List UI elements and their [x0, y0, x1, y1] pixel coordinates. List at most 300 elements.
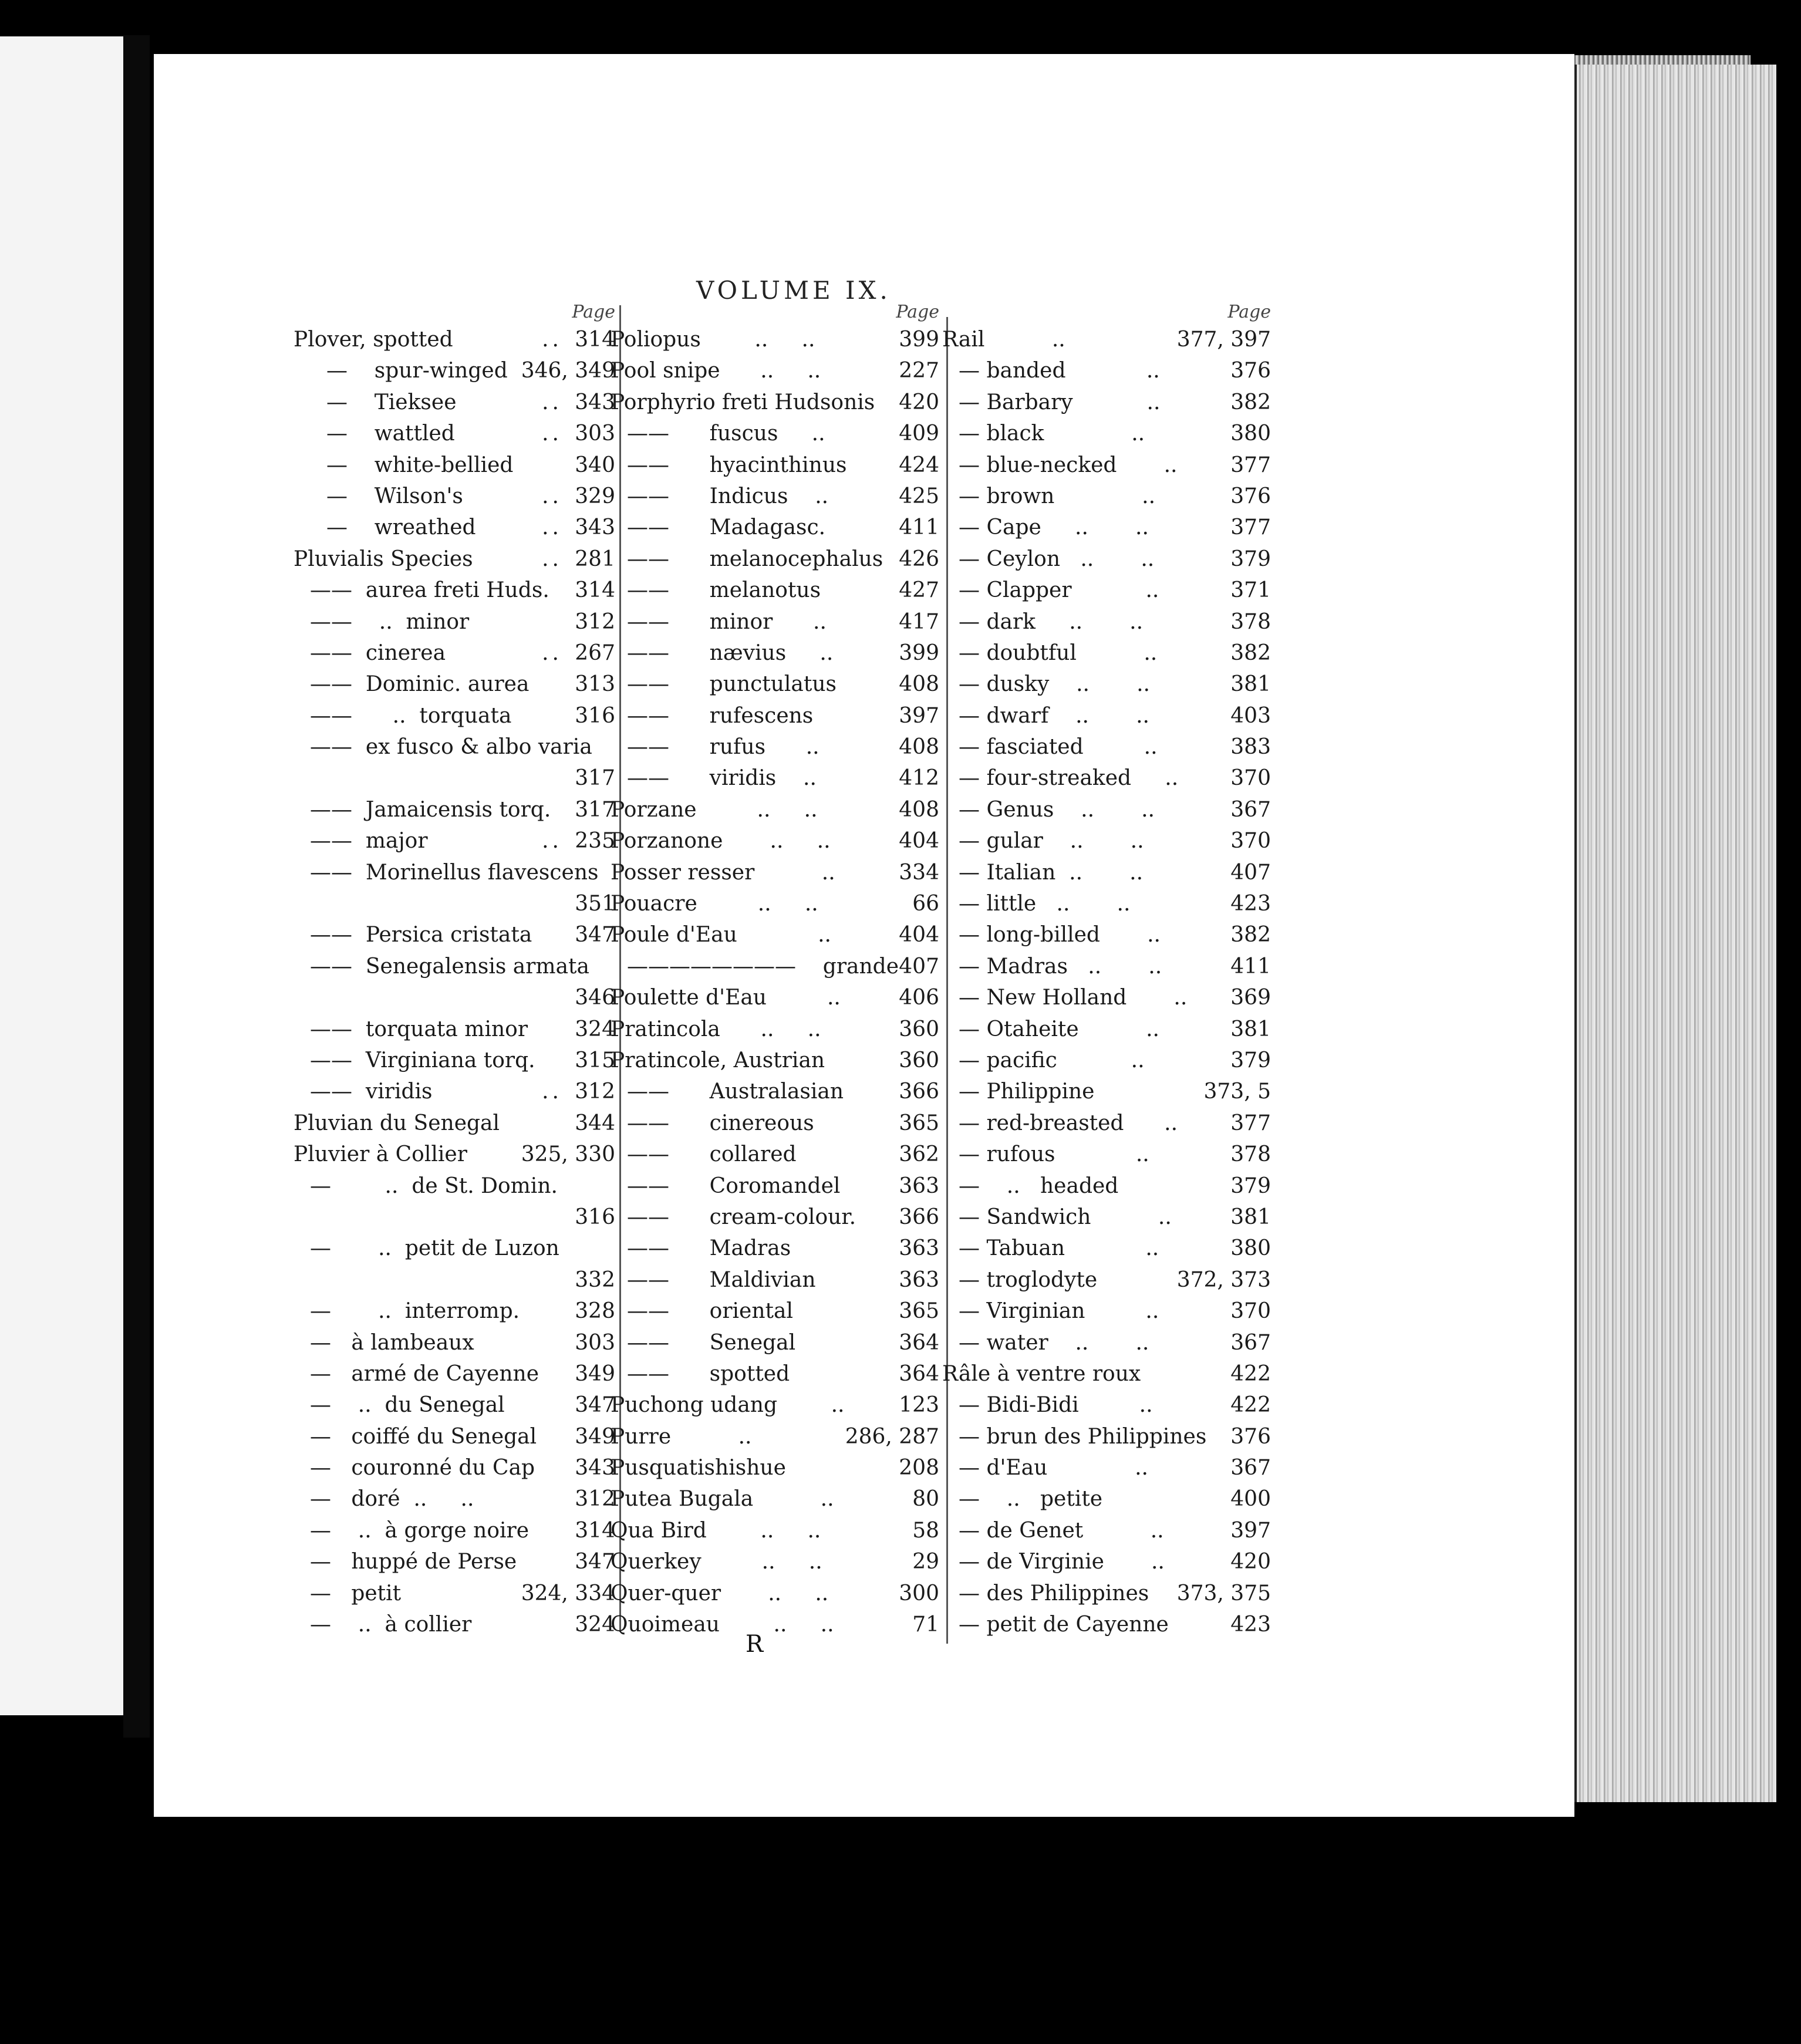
- index-entry: [294, 1108, 615, 1139]
- entry-term: — .. du Senegal: [310, 1393, 505, 1418]
- entry-term: — d'Eau ..: [959, 1456, 1148, 1480]
- entry-page-number: 340: [575, 453, 615, 477]
- entry-page-number: 377: [1230, 453, 1271, 477]
- index-entry: [942, 1264, 1271, 1296]
- entry-term: — .. headed: [959, 1173, 1119, 1198]
- entry-page-number: 346: [575, 986, 615, 1010]
- entry-page-number: 406: [899, 986, 939, 1010]
- index-entry: [942, 606, 1271, 638]
- index-entry: [942, 1076, 1271, 1107]
- index-entry: [942, 1296, 1271, 1327]
- entry-term: —— collared: [627, 1142, 797, 1167]
- index-entry: [611, 575, 939, 606]
- entry-page-number: 382: [1230, 390, 1271, 414]
- entry-page-number: 324: [575, 1017, 615, 1041]
- entry-page-number: 370: [1230, 766, 1271, 791]
- index-entry: [611, 1171, 939, 1202]
- entry-page-number: 367: [1230, 1456, 1271, 1480]
- book-gutter: [123, 35, 150, 1738]
- entry-term: —— viridis: [310, 1080, 433, 1104]
- index-entry: [611, 1202, 939, 1233]
- index-entry: [294, 1483, 615, 1515]
- entry-page-number: 324, 334: [521, 1581, 615, 1605]
- leader-dots: ..: [542, 1080, 562, 1104]
- index-entry: [611, 731, 939, 763]
- index-entry: [611, 512, 939, 543]
- index-entry: [942, 1515, 1271, 1546]
- entry-term: —— cinereous: [627, 1111, 814, 1135]
- entry-page-number: 303: [575, 421, 615, 446]
- entry-page-number: 379: [1230, 1048, 1271, 1072]
- entry-page-number: 328: [575, 1299, 615, 1324]
- entry-page-number: 422: [1230, 1393, 1271, 1418]
- entry-term: Porphyrio freti Hudsonis: [611, 390, 875, 414]
- index-entry: [942, 1233, 1271, 1264]
- index-entry: [294, 1609, 615, 1640]
- column-page-label: Page: [896, 302, 939, 322]
- entry-page-number: 267: [575, 640, 615, 665]
- entry-term: — Otaheite ..: [959, 1017, 1159, 1041]
- entry-term: — .. à collier: [310, 1613, 472, 1637]
- entry-page-number: 235: [575, 829, 615, 854]
- entry-page-number: 399: [899, 328, 939, 352]
- entry-page-number: 317: [575, 766, 615, 791]
- entry-term: —— Senegalensis armata: [310, 954, 589, 979]
- index-entry: [611, 1014, 939, 1045]
- entry-page-number: 376: [1230, 484, 1271, 508]
- index-entry: [294, 1358, 615, 1389]
- index-entry: [294, 606, 615, 638]
- index-entry: [294, 1202, 615, 1233]
- index-entry: [294, 418, 615, 449]
- entry-term: Pouacre .. ..: [611, 892, 818, 916]
- entry-page-number: 314: [575, 1518, 615, 1543]
- entry-term: Purre ..: [611, 1424, 752, 1449]
- index-entry: [942, 888, 1271, 919]
- entry-term: — huppé de Perse: [310, 1550, 517, 1574]
- entry-page-number: 349: [575, 1361, 615, 1386]
- entry-page-number: 397: [899, 703, 939, 728]
- index-entry: [294, 1076, 615, 1107]
- entry-page-number: 376: [1230, 1424, 1271, 1449]
- index-entry: [294, 825, 615, 856]
- entry-page-number: 379: [1230, 547, 1271, 571]
- entry-term: —— melanotus: [627, 578, 821, 603]
- index-entry: [294, 1515, 615, 1546]
- index-entry: [294, 1389, 615, 1421]
- entry-term: —— Madagasc.: [627, 515, 826, 540]
- entry-term: —— cinerea: [310, 640, 446, 665]
- entry-term: — black ..: [959, 421, 1145, 446]
- index-entry: [942, 1202, 1271, 1233]
- entry-page-number: 343: [575, 515, 615, 540]
- index-entry: [942, 857, 1271, 888]
- entry-term: —— Australasian: [627, 1080, 844, 1104]
- leader-dots: ..: [542, 484, 562, 508]
- entry-term: — petit de Cayenne: [959, 1613, 1169, 1637]
- entry-page-number: 382: [1230, 923, 1271, 947]
- index-entry: [942, 825, 1271, 856]
- index-entry: [294, 1264, 615, 1296]
- index-entry: [611, 1609, 939, 1640]
- index-entry: [294, 1045, 615, 1076]
- entry-term: — Philippine: [959, 1080, 1095, 1104]
- entry-page-number: 408: [899, 797, 939, 822]
- index-entry: [294, 544, 615, 575]
- entry-term: —— Morinellus flavescens: [310, 860, 599, 885]
- entry-term: — fasciated ..: [959, 735, 1158, 760]
- index-entry: [611, 888, 939, 919]
- entry-page-number: 425: [899, 484, 939, 508]
- index-entry: [294, 1014, 615, 1045]
- index-entry: [294, 857, 615, 888]
- index-entry: [611, 1327, 939, 1358]
- entry-term: — wreathed: [326, 515, 476, 540]
- entry-page-number: 80: [912, 1487, 939, 1512]
- entry-term: — Ceylon .. ..: [959, 547, 1155, 571]
- entry-term: — .. interromp.: [310, 1299, 520, 1324]
- entry-page-number: 366: [899, 1205, 939, 1229]
- entry-page-number: 378: [1230, 1142, 1271, 1167]
- entry-page-number: 377, 397: [1176, 328, 1271, 352]
- entry-page-number: 286, 287: [845, 1424, 939, 1449]
- index-entry: [942, 1358, 1271, 1389]
- index-entry: [611, 1452, 939, 1483]
- index-entry: [294, 481, 615, 512]
- entry-term: — coiffé du Senegal: [310, 1424, 537, 1449]
- entry-term: Porzane .. ..: [611, 797, 818, 822]
- entry-page-number: 344: [575, 1111, 615, 1135]
- entry-term: — pacific ..: [959, 1048, 1145, 1072]
- index-entry: [294, 575, 615, 606]
- index-entry: [294, 355, 615, 386]
- entry-term: —— rufus ..: [627, 735, 819, 760]
- entry-term: Querkey .. ..: [611, 1550, 822, 1574]
- index-entry: [611, 544, 939, 575]
- entry-page-number: 417: [899, 609, 939, 634]
- entry-page-number: 316: [575, 1205, 615, 1229]
- index-entry: [294, 700, 615, 731]
- index-entry: [611, 825, 939, 856]
- index-entry: [611, 857, 939, 888]
- entry-page-number: 347: [575, 1550, 615, 1574]
- index-entry: [294, 1546, 615, 1577]
- index-entry: [942, 1421, 1271, 1452]
- index-entry: [294, 731, 615, 763]
- entry-term: — Clapper ..: [959, 578, 1159, 603]
- entry-page-number: 227: [899, 359, 939, 383]
- entry-term: — Genus .. ..: [959, 797, 1155, 822]
- index-entry: [942, 919, 1271, 950]
- index-entry: [942, 1139, 1271, 1170]
- index-entry: [611, 1483, 939, 1515]
- index-entry: [611, 919, 939, 950]
- index-entry: [294, 1296, 615, 1327]
- entry-page-number: 380: [1230, 1236, 1271, 1261]
- index-entry: [294, 1578, 615, 1609]
- index-entry: [942, 450, 1271, 481]
- entry-page-number: 300: [899, 1581, 939, 1605]
- entry-page-number: 370: [1230, 1299, 1271, 1324]
- entry-term: —— spotted: [627, 1361, 790, 1386]
- entry-term: Plover, spotted: [294, 328, 453, 352]
- entry-page-number: 315: [575, 1048, 615, 1072]
- entry-term: —— minor ..: [627, 609, 827, 634]
- entry-term: — little .. ..: [959, 892, 1131, 916]
- index-entry: [294, 638, 615, 669]
- entry-term: — à lambeaux: [310, 1330, 474, 1355]
- entry-page-number: 400: [1230, 1487, 1271, 1512]
- entry-term: — wattled: [326, 421, 455, 446]
- entry-page-number: 349: [575, 1424, 615, 1449]
- leader-dots: ..: [542, 515, 562, 540]
- index-entry: [294, 387, 615, 418]
- entry-page-number: 424: [899, 453, 939, 477]
- entry-term: — armé de Cayenne: [310, 1361, 539, 1386]
- entry-term: — water .. ..: [959, 1330, 1149, 1355]
- entry-term: —— Jamaicensis torq.: [310, 797, 551, 822]
- index-entry: [942, 731, 1271, 763]
- index-rows: [611, 324, 939, 1640]
- entry-page-number: 369: [1230, 986, 1271, 1010]
- entry-term: —— Dominic. aurea: [310, 672, 529, 697]
- entry-page-number: 411: [1230, 954, 1271, 979]
- entry-page-number: 316: [575, 703, 615, 728]
- entry-page-number: 363: [899, 1173, 939, 1198]
- index-entry: [611, 1076, 939, 1107]
- index-entry: [611, 951, 939, 982]
- entry-term: —— oriental: [627, 1299, 793, 1324]
- entry-page-number: 377: [1230, 515, 1271, 540]
- index-entry: [611, 1515, 939, 1546]
- index-entry: [294, 794, 615, 825]
- entry-page-number: 332: [575, 1267, 615, 1292]
- entry-term: — white-bellied: [326, 453, 514, 477]
- entry-term: —— punctulatus: [627, 672, 837, 697]
- entry-term: — de Virginie ..: [959, 1550, 1165, 1574]
- entry-term: Râle à ventre roux: [942, 1361, 1141, 1386]
- entry-page-number: 399: [899, 640, 939, 665]
- index-entry: [611, 1546, 939, 1577]
- index-entry: [294, 1421, 615, 1452]
- entry-term: — gular .. ..: [959, 829, 1144, 854]
- entry-page-number: 373, 5: [1203, 1080, 1271, 1104]
- entry-term: — petit: [310, 1581, 402, 1605]
- entry-page-number: 367: [1230, 1330, 1271, 1355]
- index-rows: [294, 324, 615, 1640]
- entry-term: — four-streaked ..: [959, 766, 1179, 791]
- entry-term: Puchong udang ..: [611, 1393, 845, 1418]
- entry-term: —— rufescens: [627, 703, 814, 728]
- index-entry: [294, 1171, 615, 1202]
- index-entry: [942, 324, 1271, 355]
- entry-term: Pluvialis Species: [294, 547, 473, 571]
- index-entry: [611, 1389, 939, 1421]
- entry-term: —— Maldivian: [627, 1267, 816, 1292]
- index-entry: [942, 638, 1271, 669]
- entry-term: Pluvier à Collier: [294, 1142, 467, 1167]
- running-head: VOLUME IX.: [696, 276, 891, 305]
- index-entry: [611, 700, 939, 731]
- index-entry: [294, 1139, 615, 1170]
- entry-page-number: 313: [575, 672, 615, 697]
- entry-term: — blue-necked ..: [959, 453, 1178, 477]
- entry-term: Pool snipe .. ..: [611, 359, 821, 383]
- entry-term: Pratincola .. ..: [611, 1017, 821, 1041]
- entry-term: Pratincole, Austrian: [611, 1048, 825, 1072]
- entry-page-number: 376: [1230, 359, 1271, 383]
- entry-page-number: 404: [899, 829, 939, 854]
- column-page-label: Page: [572, 302, 615, 322]
- entry-term: — .. petite: [959, 1487, 1103, 1512]
- entry-term: —— major: [310, 829, 428, 854]
- entry-page-number: 427: [899, 578, 939, 603]
- leader-dots: ..: [542, 390, 562, 414]
- entry-term: —— melanocephalus: [627, 547, 883, 571]
- entry-term: —— .. minor: [310, 609, 470, 634]
- entry-term: ———————— grande: [627, 954, 899, 979]
- index-entry: [942, 1578, 1271, 1609]
- entry-page-number: 373, 375: [1176, 1581, 1271, 1605]
- entry-term: — brun des Philippines: [959, 1424, 1207, 1449]
- entry-term: — des Philippines: [959, 1581, 1149, 1605]
- entry-page-number: 397: [1230, 1518, 1271, 1543]
- index-entry: [611, 638, 939, 669]
- entry-term: —— nævius ..: [627, 640, 834, 665]
- entry-page-number: 407: [1230, 860, 1271, 885]
- index-entry: [294, 888, 615, 919]
- index-entry: [611, 1108, 939, 1139]
- entry-page-number: 317: [575, 797, 615, 822]
- entry-page-number: 312: [575, 609, 615, 634]
- index-entry: [611, 450, 939, 481]
- index-entry: [611, 1358, 939, 1389]
- entry-term: —— ex fusco & albo varia: [310, 735, 592, 760]
- index-entry: [942, 763, 1271, 794]
- entry-page-number: 383: [1230, 735, 1271, 760]
- entry-page-number: 364: [899, 1330, 939, 1355]
- entry-term: Putea Bugala ..: [611, 1487, 834, 1512]
- facing-page-edge: [0, 36, 123, 1715]
- index-entry: [611, 324, 939, 355]
- index-entry: [611, 1264, 939, 1296]
- index-rows: [942, 324, 1271, 1640]
- entry-term: —— torquata minor: [310, 1017, 528, 1041]
- entry-page-number: 364: [899, 1361, 939, 1386]
- entry-page-number: 408: [899, 672, 939, 697]
- entry-term: Porzanone .. ..: [611, 829, 831, 854]
- index-entry: [294, 512, 615, 543]
- index-entry: [942, 418, 1271, 449]
- leader-dots: ..: [542, 421, 562, 446]
- index-entry: [294, 324, 615, 355]
- entry-page-number: 363: [899, 1267, 939, 1292]
- index-column-1: [294, 301, 615, 1640]
- leader-dots: ..: [542, 829, 562, 854]
- index-entry: [611, 1421, 939, 1452]
- index-entry: [942, 575, 1271, 606]
- entry-page-number: 420: [1230, 1550, 1271, 1574]
- entry-page-number: 303: [575, 1330, 615, 1355]
- index-entry: [611, 669, 939, 700]
- entry-page-number: 346, 349: [521, 359, 615, 383]
- entry-page-number: 29: [912, 1550, 939, 1574]
- leader-dots: ..: [542, 640, 562, 665]
- entry-term: — doré .. ..: [310, 1487, 474, 1512]
- index-column-3: [942, 301, 1271, 1640]
- entry-page-number: 334: [899, 860, 939, 885]
- index-entry: [942, 700, 1271, 731]
- entry-term: — Madras .. ..: [959, 954, 1162, 979]
- entry-term: — long-billed ..: [959, 923, 1161, 947]
- index-entry: [611, 794, 939, 825]
- entry-page-number: 343: [575, 390, 615, 414]
- index-entry: [611, 1045, 939, 1076]
- entry-term: — de Genet ..: [959, 1518, 1164, 1543]
- entry-page-number: 404: [899, 923, 939, 947]
- entry-term: Poule d'Eau ..: [611, 923, 831, 947]
- index-entry: [942, 1327, 1271, 1358]
- index-entry: [294, 1327, 615, 1358]
- index-entry: [942, 481, 1271, 512]
- entry-page-number: 411: [899, 515, 939, 540]
- index-entry: [942, 1546, 1271, 1577]
- index-entry: [942, 982, 1271, 1013]
- entry-term: Poliopus .. ..: [611, 328, 815, 352]
- entry-term: —— Persica cristata: [310, 923, 532, 947]
- index-entry: [942, 1389, 1271, 1421]
- entry-term: —— cream-colour.: [627, 1205, 856, 1229]
- index-entry: [942, 1171, 1271, 1202]
- entry-term: — doubtful ..: [959, 640, 1158, 665]
- index-entry: [942, 1609, 1271, 1640]
- entry-page-number: 380: [1230, 421, 1271, 446]
- entry-term: — dwarf .. ..: [959, 703, 1149, 728]
- entry-page-number: 372, 373: [1176, 1267, 1271, 1292]
- entry-term: Qua Bird .. ..: [611, 1518, 821, 1543]
- index-entry: [942, 1483, 1271, 1515]
- index-entry: [942, 1452, 1271, 1483]
- entry-page-number: 281: [575, 547, 615, 571]
- entry-page-number: 347: [575, 1393, 615, 1418]
- entry-page-number: 360: [899, 1048, 939, 1072]
- entry-term: —— Senegal: [627, 1330, 796, 1355]
- entry-term: —— hyacinthinus: [627, 453, 847, 477]
- entry-term: — .. de St. Domin.: [310, 1173, 558, 1198]
- index-entry: [942, 512, 1271, 543]
- entry-term: — troglodyte: [959, 1267, 1098, 1292]
- entry-page-number: 363: [899, 1236, 939, 1261]
- entry-term: Poulette d'Eau ..: [611, 986, 841, 1010]
- entry-term: —— Coromandel: [627, 1173, 841, 1198]
- entry-term: Posser resser ..: [611, 860, 835, 885]
- index-entry: [611, 355, 939, 386]
- leader-dots: ..: [542, 328, 562, 352]
- entry-page-number: 370: [1230, 829, 1271, 854]
- index-entry: [294, 1233, 615, 1264]
- entry-page-number: 381: [1230, 672, 1271, 697]
- entry-page-number: 403: [1230, 703, 1271, 728]
- index-entry: [611, 418, 939, 449]
- entry-page-number: 365: [899, 1299, 939, 1324]
- entry-page-number: 379: [1230, 1173, 1271, 1198]
- entry-term: Quoimeau .. ..: [611, 1613, 834, 1637]
- entry-page-number: 66: [912, 892, 939, 916]
- entry-page-number: 123: [899, 1393, 939, 1418]
- index-entry: [942, 544, 1271, 575]
- entry-term: — Tabuan ..: [959, 1236, 1159, 1261]
- index-entry: [942, 387, 1271, 418]
